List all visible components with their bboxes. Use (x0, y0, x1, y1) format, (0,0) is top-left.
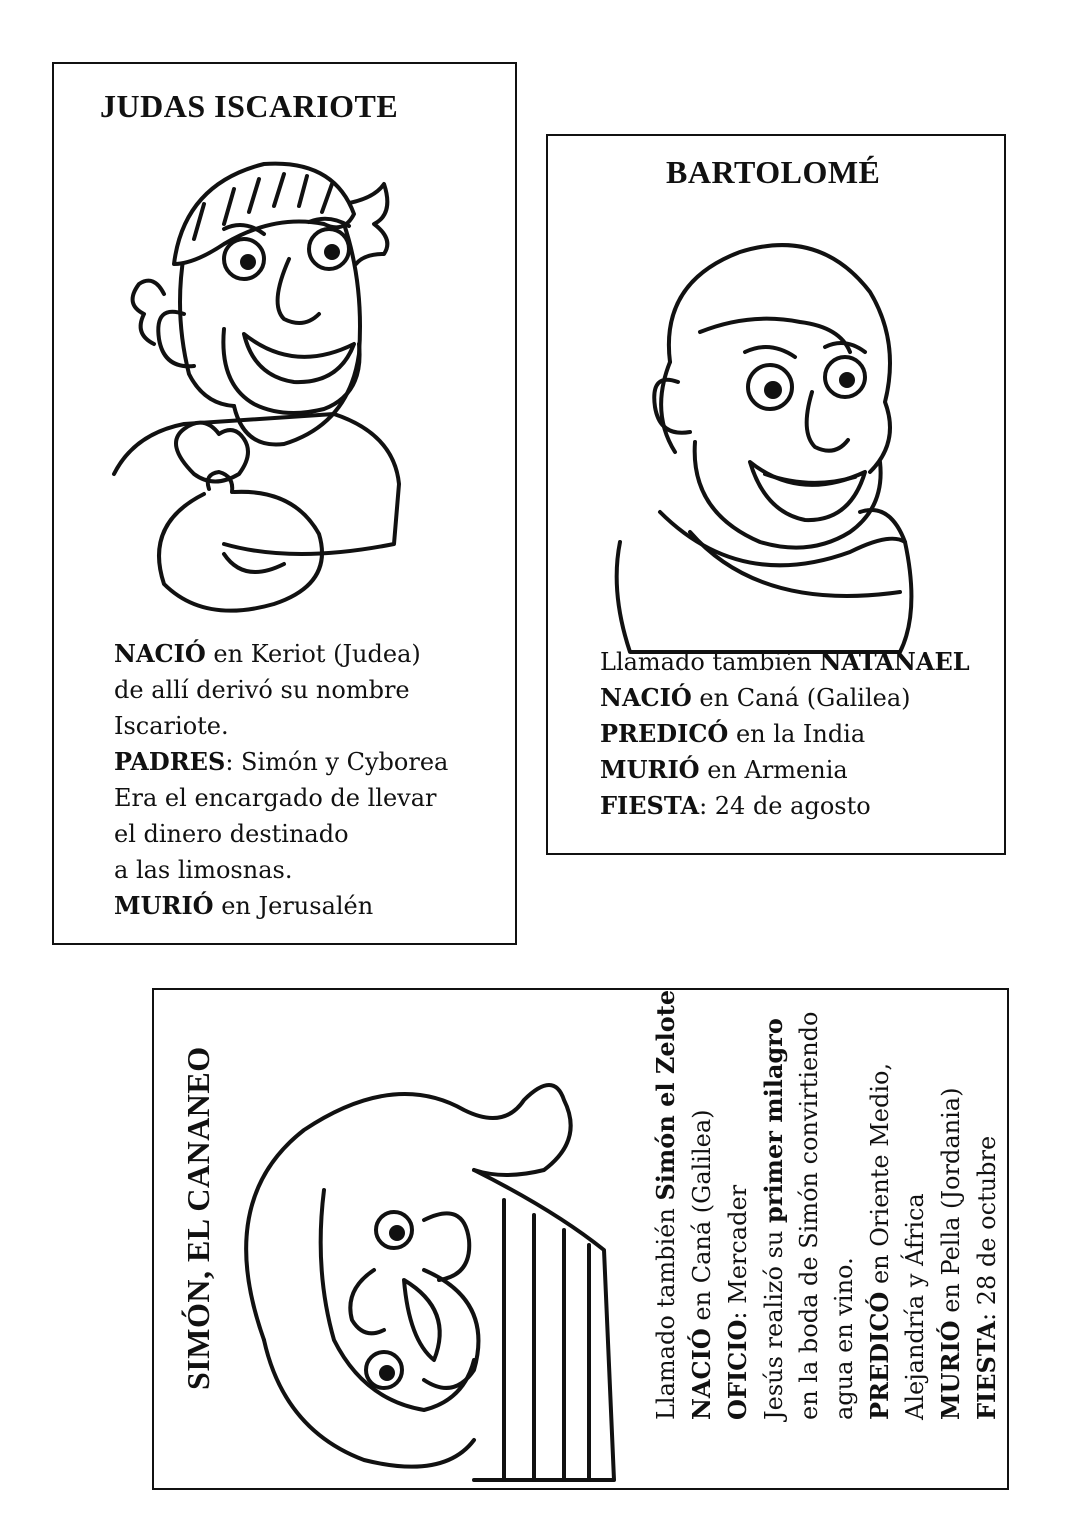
simon-line: NACIÓ en Caná (Galilea) (687, 1109, 716, 1420)
bartolome-illustration (600, 212, 920, 632)
card-title-simon: SIMÓN, EL CANANEO (180, 1046, 216, 1390)
bartolome-line: Llamado también NATANAEL (600, 647, 970, 676)
bartolome-line: NACIÓ en Caná (Galilea) (600, 683, 911, 712)
judas-line: a las limosnas. (114, 856, 293, 884)
simon-line: PREDICÓ en Oriente Medio, (865, 1062, 894, 1420)
bartolome-line: PREDICÓ en la India (600, 719, 866, 748)
simon-line: Jesús realizó su primer milagro (759, 1018, 788, 1420)
judas-line: Iscariote. (114, 712, 229, 740)
judas-line: PADRES: Simón y Cyborea (114, 747, 449, 776)
judas-line: de allí derivó su nombre (114, 676, 410, 704)
bartolome-line: MURIÓ en Armenia (600, 755, 848, 784)
simon-illustration (224, 1040, 614, 1480)
simon-line: Alejandría y África (901, 1193, 929, 1420)
simon-line: MURIÓ en Pella (Jordania) (936, 1087, 965, 1420)
simon-line: Llamado también Simón el Zelote (651, 989, 680, 1420)
simon-line: FIESTA: 28 de octubre (972, 1135, 1001, 1420)
bartolome-info (600, 644, 970, 824)
judas-illustration (94, 144, 394, 624)
card-simon-cananeo (152, 988, 1009, 1490)
card-bartolome (546, 134, 1006, 855)
judas-line: NACIÓ en Keriot (Judea) (114, 639, 421, 668)
simon-line: en la boda de Simón convirtiendo (795, 1011, 823, 1420)
judas-line: el dinero destinado (114, 820, 349, 848)
simon-line: OFICIO: Mercader (723, 1184, 752, 1420)
judas-line: MURIÓ en Jerusalén (114, 891, 374, 920)
judas-info (114, 636, 448, 924)
card-title-bartolome: BARTOLOMÉ (666, 154, 881, 190)
card-title-judas: JUDAS ISCARIOTE (100, 88, 399, 124)
simon-line: agua en vino. (830, 1257, 858, 1420)
card-judas-iscariote (52, 62, 517, 945)
simon-info (648, 990, 1005, 1420)
judas-line: Era el encargado de llevar (114, 784, 437, 812)
bartolome-line: FIESTA: 24 de agosto (600, 791, 871, 820)
